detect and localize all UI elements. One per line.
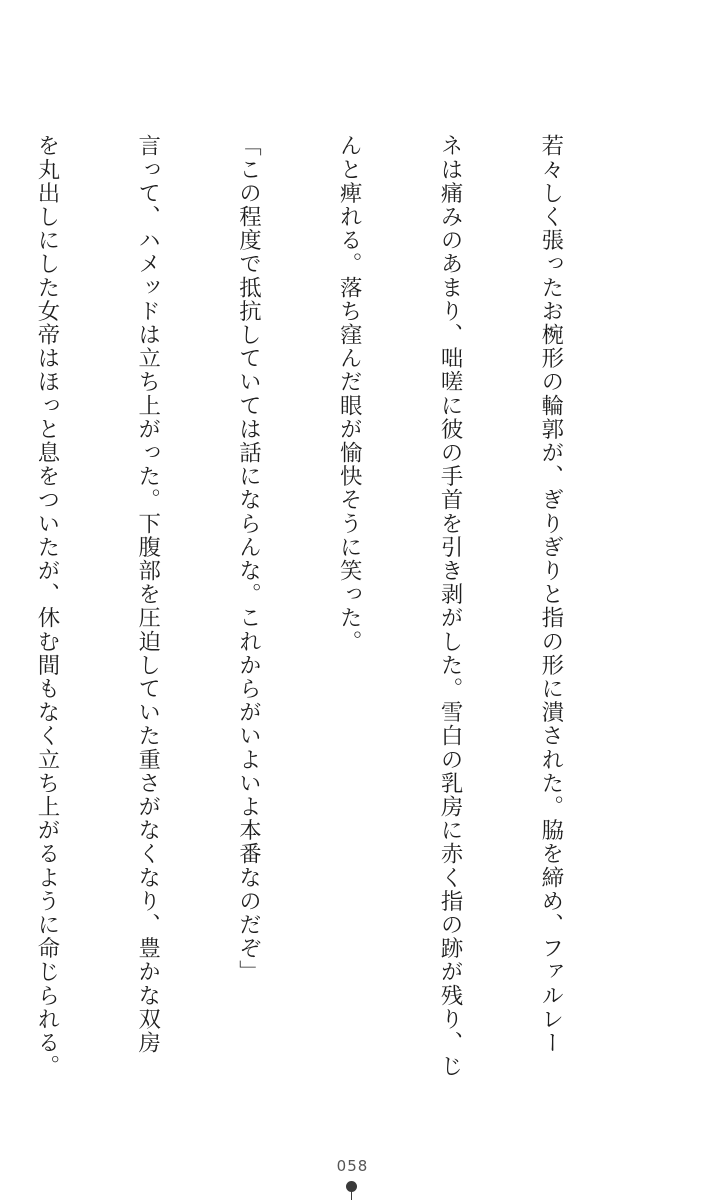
marker-stem bbox=[351, 1191, 352, 1200]
text-line: 若々しく張ったお椀形の輪郭が、ぎりぎりと指の形に潰された。脇を締め、ファルレー bbox=[537, 134, 564, 1055]
text-line: んと痺れる。落ち窪んだ眼が愉快そうに笑った。 bbox=[336, 134, 363, 654]
page-number: 058 bbox=[336, 1157, 369, 1175]
text-line: 「この程度で抵抗していては話にならんな。これからがいよいよ本番なのだぞ」 bbox=[235, 134, 262, 984]
text-line: 言って、ハメッドは立ち上がった。下腹部を圧迫していた重さがなくなり、豊かな双房 bbox=[134, 134, 161, 1055]
page-marker-icon bbox=[346, 1181, 358, 1200]
text-line: を丸出しにした女帝はほっと息をついたが、休む間もなく立ち上がるように命じられる。 bbox=[33, 134, 60, 1078]
vertical-text-body bbox=[33, 134, 634, 1078]
text-line: ネは痛みのあまり、咄嗟に彼の手首を引き剥がした。雪白の乳房に赤く指の跡が残り、じ bbox=[437, 134, 464, 1078]
